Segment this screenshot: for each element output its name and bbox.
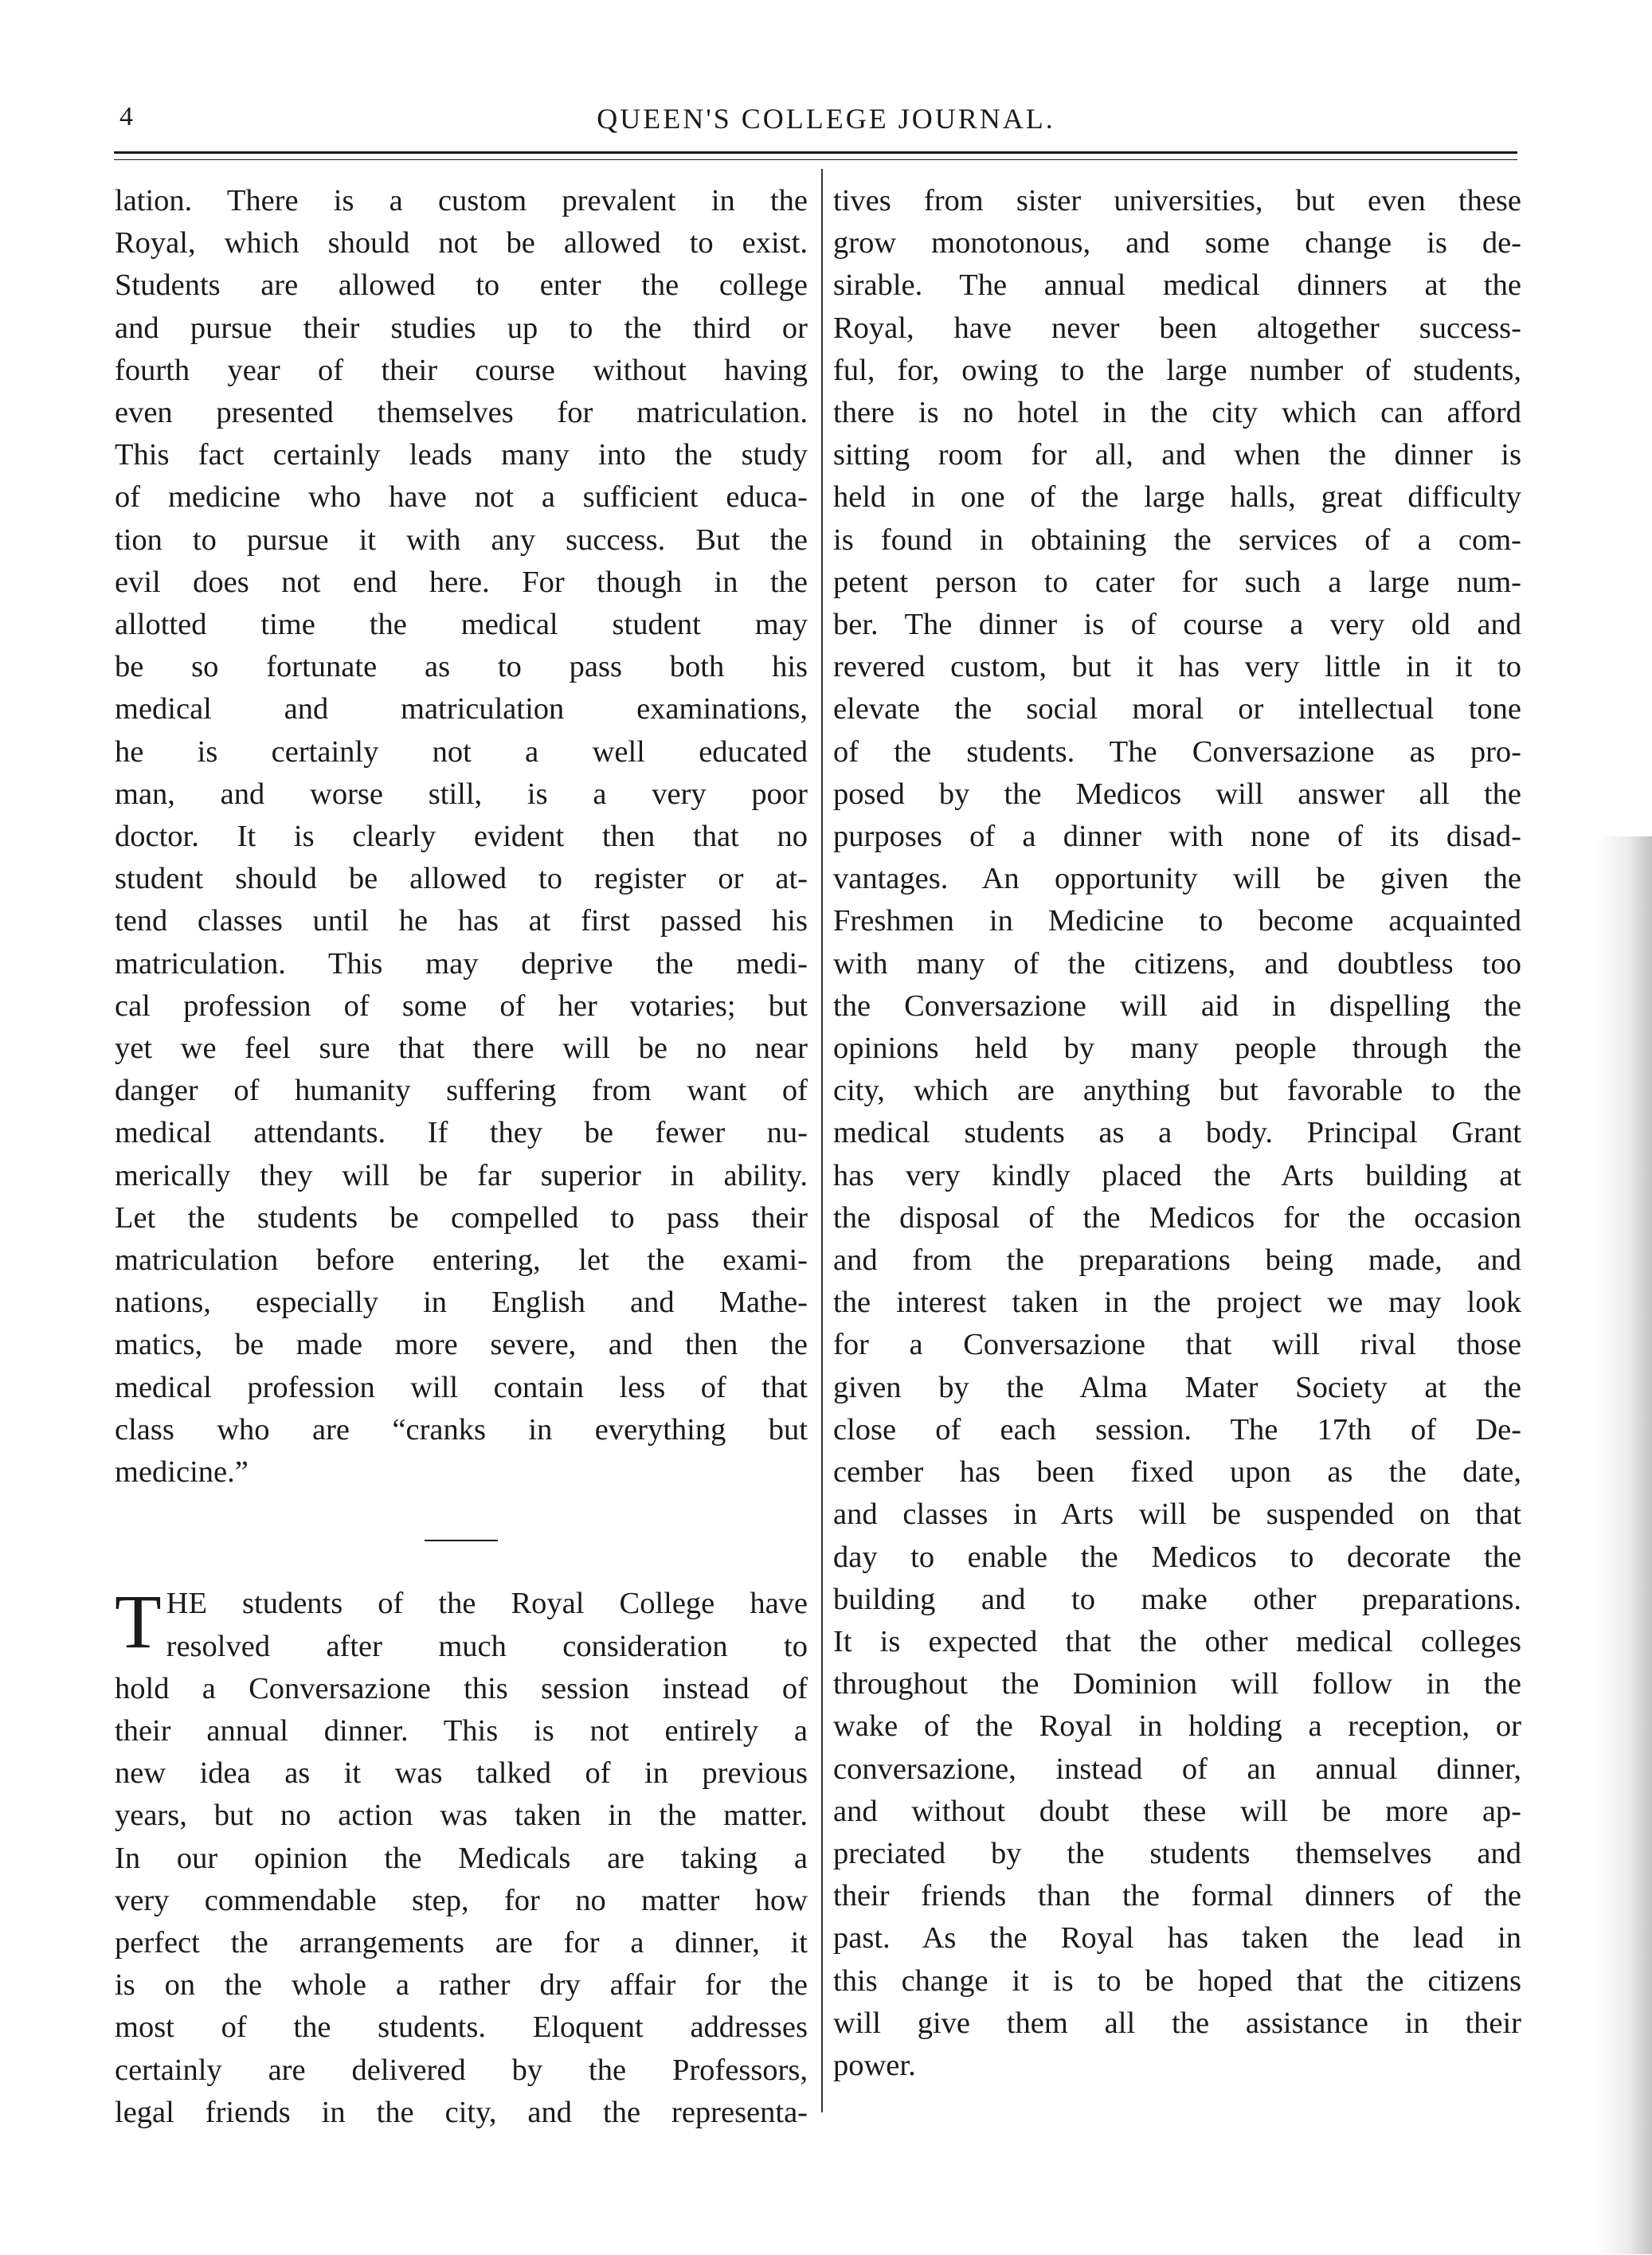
text-line: certainly are delivered by the Professors, (115, 2053, 808, 2087)
text-line: for a Conversazione that will rival those (833, 1328, 1521, 1362)
text-line: doctor. It is clearly evident then that no (115, 820, 808, 854)
text-line: there is no hotel in the city which can afford (833, 396, 1521, 430)
text-line: purposes of a dinner with none of its disad- (833, 820, 1521, 854)
text-line: legal friends in the city, and the representa- (115, 2095, 808, 2129)
text-line: most of the students. Eloquent addresses (115, 2010, 808, 2045)
header-rule-thin (114, 159, 1517, 160)
text-line: held in one of the large halls, great difficulty (833, 480, 1521, 515)
text-line: elevate the social moral or intellectual tone (833, 692, 1521, 726)
text-line: fourth year of their course without having (115, 353, 808, 387)
text-line: and without doubt these will be more ap- (833, 1794, 1521, 1828)
text-line: Let the students be compelled to pass their (115, 1200, 808, 1235)
text-line: with many of the citizens, and doubtless too (833, 946, 1521, 981)
text-line: throughout the Dominion will follow in the (833, 1667, 1521, 1701)
text-line: day to enable the Medicos to decorate the (833, 1540, 1521, 1574)
right-column (833, 180, 1521, 2087)
text-line: medical students as a body. Principal Grant (833, 1116, 1521, 1150)
conversazione-paragraph (115, 1579, 808, 2134)
text-line: medical attendants. If they be fewer nu- (115, 1116, 808, 1150)
text-line: vantages. An opportunity will be given the (833, 862, 1521, 896)
text-line: HE students of the Royal College have (166, 1587, 808, 1621)
text-line: resolved after much consideration to (166, 1629, 808, 1663)
header-rule-thick (114, 151, 1517, 154)
text-line: their friends than the formal dinners of the (833, 1879, 1521, 1913)
text-line: hold a Conversazione this session instead of (115, 1671, 808, 1705)
text-line: sirable. The annual medical dinners at the (833, 268, 1521, 303)
text-line: cal profession of some of her votaries; but (115, 989, 808, 1023)
text-line: perfect the arrangements are for a dinner, it (115, 1925, 808, 1959)
text-line: given by the Alma Mater Society at the (833, 1370, 1521, 1404)
text-line: tion to pursue it with any success. But the (115, 523, 808, 557)
text-line: opinions held by many people through the (833, 1032, 1521, 1066)
text-line: This fact certainly leads many into the study (115, 438, 808, 472)
text-line: building and to make other preparations. (833, 1582, 1521, 1616)
text-line: matics, be made more severe, and then the (115, 1328, 808, 1362)
text-line: ful, for, owing to the large number of students, (833, 353, 1521, 387)
text-line: man, and worse still, is a very poor (115, 777, 808, 811)
text-line: allotted time the medical student may (115, 608, 808, 642)
text-line: past. As the Royal has taken the lead in (833, 1921, 1521, 1956)
text-line: Royal, which should not be allowed to exist. (115, 226, 808, 260)
text-line: nations, especially in English and Mathe- (115, 1286, 808, 1320)
text-line: this change it is to be hoped that the citizens (833, 1963, 1521, 1998)
text-line: close of each session. The 17th of De- (833, 1412, 1521, 1447)
text-line: is on the whole a rather dry affair for the (115, 1968, 808, 2002)
text-line: matriculation. This may deprive the medi- (115, 946, 808, 981)
text-line: revered custom, but it has very little in it to (833, 650, 1521, 684)
text-line: tives from sister universities, but even these (833, 184, 1521, 217)
text-line: It is expected that the other medical colleges (833, 1624, 1521, 1658)
text-line: is found in obtaining the services of a com- (833, 523, 1521, 557)
text-line: wake of the Royal in holding a reception, or (833, 1709, 1521, 1744)
text-line: Freshmen in Medicine to become acquainted (833, 904, 1521, 938)
text-line: of the students. The Conversazione as pro- (833, 734, 1521, 769)
text-line: class who are “cranks in everything but (115, 1412, 808, 1447)
text-line: In our opinion the Medicals are taking a (115, 1841, 808, 1875)
text-line: the disposal of the Medicos for the occasion (833, 1200, 1521, 1235)
text-line: the Conversazione will aid in dispelling the (833, 989, 1521, 1023)
text-line: petent person to cater for such a large num- (833, 565, 1521, 599)
section-divider (425, 1540, 498, 1541)
text-line: tend classes until he has at first passed his (115, 904, 808, 938)
text-line: new idea as it was talked of in previous (115, 1756, 808, 1791)
text-line: and from the preparations being made, and (833, 1243, 1521, 1278)
text-line: medicine.” (115, 1455, 249, 1490)
drop-cap: T (115, 1579, 162, 1665)
text-line: Royal, have never been altogether success- (833, 311, 1521, 345)
text-line: their annual dinner. This is not entirely a (115, 1713, 808, 1748)
text-line: medical and matriculation examinations, (115, 692, 808, 726)
text-line: power. (833, 2048, 916, 2082)
text-line: lation. There is a custom prevalent in the (115, 184, 808, 217)
text-line: merically they will be far superior in ability. (115, 1158, 808, 1192)
text-line: and pursue their studies up to the third or (115, 311, 808, 345)
text-line: the interest taken in the project we may look (833, 1286, 1521, 1320)
text-line: posed by the Medicos will answer all the (833, 777, 1521, 811)
journal-title: QUEEN'S COLLEGE JOURNAL. (597, 103, 1055, 135)
text-line: student should be allowed to register or at- (115, 862, 808, 896)
text-line: Students are allowed to enter the college (115, 268, 808, 303)
left-column (115, 180, 808, 2134)
text-line: very commendable step, for no matter how (115, 1883, 808, 1917)
text-line: and classes in Arts will be suspended on that (833, 1497, 1521, 1532)
text-line: matriculation before entering, let the exami- (115, 1243, 808, 1278)
text-line: even presented themselves for matriculation. (115, 396, 808, 430)
text-line: city, which are anything but favorable to the (833, 1074, 1521, 1108)
text-line: he is certainly not a well educated (115, 734, 808, 769)
page-number: 4 (119, 102, 134, 131)
text-line: conversazione, instead of an annual dinner, (833, 1752, 1521, 1786)
text-line: danger of humanity suffering from want of (115, 1074, 808, 1108)
text-line: yet we feel sure that there will be no near (115, 1032, 808, 1066)
text-line: has very kindly placed the Arts building at (833, 1158, 1521, 1192)
text-line: ber. The dinner is of course a very old and (833, 608, 1521, 642)
column-divider (821, 169, 823, 2112)
text-line: will give them all the assistance in their (833, 2006, 1521, 2040)
scan-edge-shadow (1596, 836, 1652, 2254)
text-line: years, but no action was taken in the matter. (115, 1799, 808, 1833)
article-continuation-paragraph (115, 180, 808, 1494)
text-line: grow monotonous, and some change is de- (833, 226, 1521, 260)
text-line: be so fortunate as to pass both his (115, 650, 808, 684)
text-line: of medicine who have not a sufficient educa- (115, 480, 808, 515)
text-line: preciated by the students themselves and (833, 1836, 1521, 1870)
text-line: evil does not end here. For though in the (115, 565, 808, 599)
text-line: sitting room for all, and when the dinner is (833, 438, 1521, 472)
text-line: cember has been fixed upon as the date, (833, 1455, 1521, 1490)
text-line: medical profession will contain less of that (115, 1370, 808, 1404)
